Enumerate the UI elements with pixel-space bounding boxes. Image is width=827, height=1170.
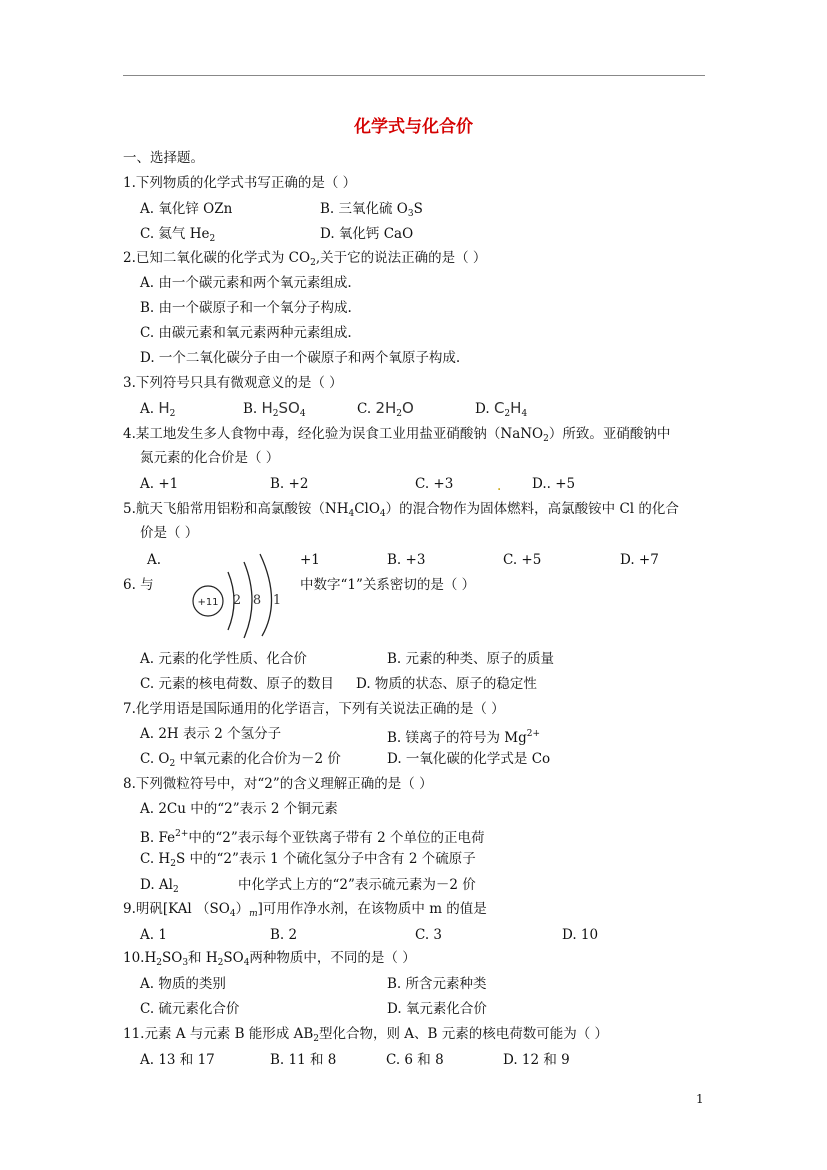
atom-shell-count-1: 2 [232,593,242,608]
q2-option-b: B. 由一个碳原子和一个氧分子构成. [140,300,352,316]
q4-stray-dot: . [497,478,502,494]
q1-option-c: C. 氦气 $He_2$ [140,226,216,244]
q7-option-d: D. 一氧化碳的化学式是 Co [387,751,551,767]
q11-option-c: C. 6 和 8 [386,1052,444,1068]
q7-stem: 7.化学用语是国际通用的化学语言，下列有关说法正确的是（ ） [123,701,505,717]
section-heading: 一、选择题。 [123,150,204,166]
q9-option-a: A. 1 [140,927,167,943]
q5-stem: 5.航天飞船常用铝粉和高氯酸铵$(NH_4ClO_4)$的混合物作为固体燃料，高氯酸铵中 Cl 的化合 [123,501,679,519]
q8-option-c: C. $H_2S$ 中的“2”表示 1 个硫化氢分子中含有 2 个硫原子 [140,851,476,869]
q4-option-c: C. +3 [415,476,454,492]
q3-stem: 3.下列符号只具有微观意义的是（ ） [123,375,343,391]
q8-option-a: A. 2Cu 中的“2”表示 2 个铜元素 [140,801,338,817]
q5-stem-line2: 价是（ ） [140,525,199,541]
q6-stem-suffix: 中数字“1”关系密切的是（ ） [300,577,476,593]
q5-option-c: C. +5 [503,552,542,568]
q1-stem: 1.下列物质的化学式书写正确的是（ ） [123,175,357,191]
q3-option-b: B. $H_2SO_4$ [243,399,306,419]
q9-option-c: C. 3 [415,927,443,943]
q2-option-c: C. 由碳元素和氧元素两种元素组成. [140,325,352,341]
q1-option-d: D. 氧化钙 CaO [320,226,414,242]
atom-nucleus-label: +11 [197,597,219,608]
q4-stem: 4.某工地发生多人食物中毒，经化验为误食工业用盐亚硝酸钠（NaNO$_2$）所致。亚硝酸钠中 [123,426,671,444]
q11-option-a: A. 13 和 17 [140,1052,215,1068]
q7-option-a: A. 2H 表示 2 个氢分子 [140,726,282,742]
q6-option-d: D. 物质的状态、原子的稳定性 [356,676,537,692]
q8-option-d-text: 中化学式上方的“2”表示硫元素为－2 价 [238,877,476,893]
q2-option-d: D. 一个二氧化碳分子由一个碳原子和两个氧原子构成. [140,350,461,366]
q5-option-b: B. +3 [387,552,426,568]
q1-option-a: A. 氧化锌 OZn [140,201,233,217]
q10-option-d: D. 氧元素化合价 [387,1001,487,1017]
q4-option-d: D.. +5 [532,476,576,492]
q4-stem-line2: 氮元素的化合价是（ ） [140,450,280,466]
atom-shell-count-2: 8 [252,593,262,608]
page-title: 化学式与化合价 [354,117,473,137]
q9-stem: 9.明矾[KAl $(SO_4)_m$]可用作净水剂，在该物质中 m 的值是 [123,901,487,919]
q8-stem: 8.下列微粒符号中，对“2”的含义理解正确的是（ ） [123,776,433,792]
q5-option-a-value: +1 [300,552,320,568]
q4-option-a: A. +1 [140,476,179,492]
q11-option-b: B. 11 和 8 [270,1052,337,1068]
atom-shell-count-3: 1 [272,593,282,608]
q5-option-a: A. [147,552,162,568]
q3-option-c: C. $2H_2O$ [357,399,414,419]
q7-option-b: B. 镁离子的符号为 $Mg^{2+}$ [387,729,541,746]
q6-option-a: A. 元素的化学性质、化合价 [140,651,307,667]
q4-option-b: B. +2 [270,476,309,492]
q11-option-d: D. 12 和 9 [503,1052,570,1068]
header-rule [123,75,705,76]
q9-option-b: B. 2 [270,927,298,943]
q2-option-a: A. 由一个碳元素和两个氧元素组成. [140,275,352,291]
q8-option-d-prefix: D. $Al_2$ [140,877,179,895]
q1-option-b: B. 三氧化硫 $O_3S$ [320,201,423,219]
q5-option-d: D. +7 [620,552,659,568]
q6-option-c: C. 元素的核电荷数、原子的数目 [140,676,334,692]
q10-stem: $10.H_2SO_3$和 $H_2SO_4$两种物质中，不同的是（ ） [123,950,416,968]
q3-option-a: A. $H_2$ [140,399,176,419]
q10-option-c: C. 硫元素化合价 [140,1001,240,1017]
q3-option-d: D. $C_2H_4$ [475,399,528,419]
q7-option-c: C. $O_2$ 中氧元素的化合价为－2 价 [140,751,341,769]
q8-option-b: B. $Fe^{2+}$中的“2”表示每个亚铁离子带有 2 个单位的正电荷 [140,829,485,846]
q10-option-b: B. 所含元素种类 [387,976,487,992]
q6-stem-prefix: 6. 与 [123,577,154,593]
q10-option-a: A. 物质的类别 [140,976,226,992]
page-number: 1 [696,1092,704,1106]
atom-shell-arc-2 [244,562,252,638]
atom-shell-arc-3 [260,554,272,636]
q2-stem: 2.已知二氧化碳的化学式为 $CO_2$,关于它的说法正确的是（ ） [123,250,487,268]
q9-option-d: D. 10 [562,927,599,943]
atom-structure-diagram [190,550,290,640]
q11-stem: 11.元素 A 与元素 B 能形成 $AB_2$型化合物，则 A、B 元素的核电荷数可能为（ ） [123,1026,609,1044]
q6-option-b: B. 元素的种类、原子的质量 [387,651,555,667]
